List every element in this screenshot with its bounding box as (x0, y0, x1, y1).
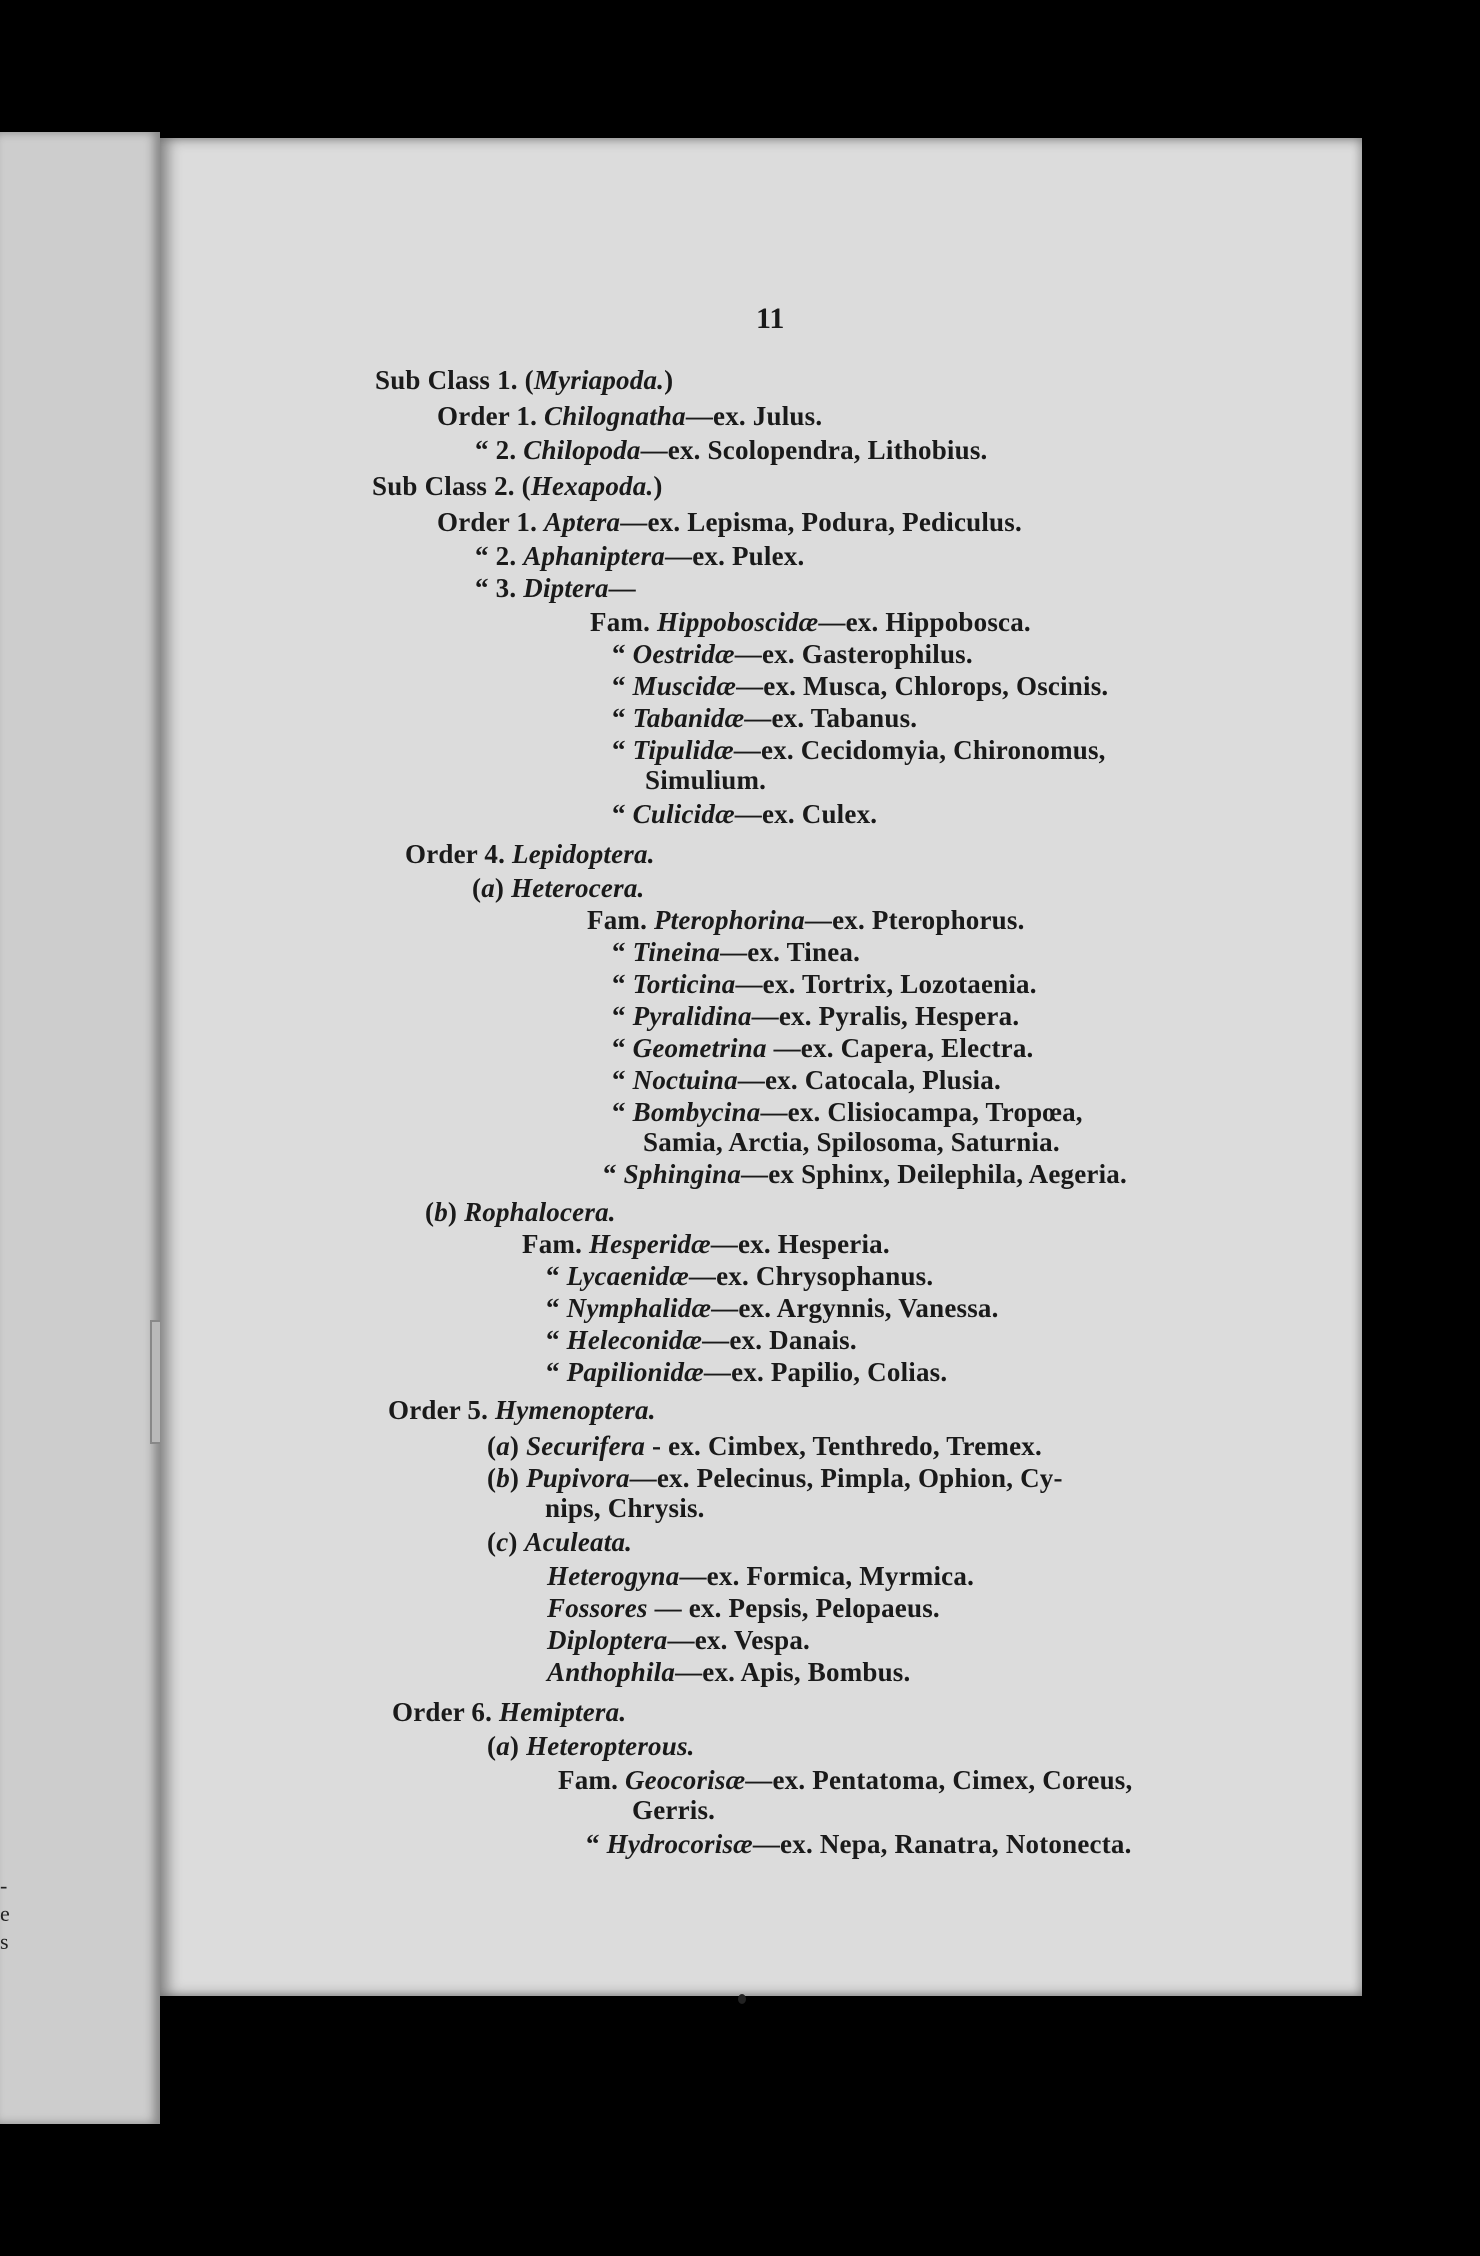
left-page-mark: e (0, 1901, 10, 1926)
text-line: Anthophila—ex. Apis, Bombus. (547, 1657, 911, 1687)
text-line: “ Culicidæ—ex. Culex. (612, 799, 878, 829)
text-line: “ 3. Diptera— (475, 573, 636, 603)
text-line: Fam. Pterophorina—ex. Pterophorus. (587, 905, 1025, 935)
text-line: “ 2. Chilopoda—ex. Scolopendra, Lithobius. (475, 435, 988, 465)
text-line: (b) Rophalocera. (425, 1197, 616, 1227)
text-line: Order 1. Chilognatha—ex. Julus. (437, 401, 823, 431)
text-line: “ 2. Aphaniptera—ex. Pulex. (475, 541, 805, 571)
text-line: “ Noctuina—ex. Catocala, Plusia. (612, 1065, 1001, 1095)
text-line: Diploptera—ex. Vespa. (547, 1625, 810, 1655)
text-line: Sub Class 2. (Hexapoda.) (372, 471, 663, 501)
page-number: 11 (756, 302, 785, 335)
text-line: (a) Heterocera. (472, 873, 645, 903)
text-line: Fam. Geocorisæ—ex. Pentatoma, Cimex, Coreus, (558, 1765, 1133, 1795)
text-line: “ Tineina—ex. Tinea. (612, 937, 861, 967)
text-line: (c) Aculeata. (487, 1527, 633, 1557)
left-page-mark: - (0, 1873, 8, 1898)
text-line: Order 6. Hemiptera. (392, 1697, 627, 1727)
text-line: “ Bombycina—ex. Clisiocampa, Tropœa, (612, 1097, 1083, 1127)
text-line: “ Pyralidina—ex. Pyralis, Hespera. (612, 1001, 1020, 1031)
ink-speck (738, 1994, 746, 2004)
text-line: Order 5. Hymenoptera. (388, 1395, 656, 1425)
left-page-edge (0, 132, 160, 2124)
text-line: “ Nymphalidæ—ex. Argynnis, Vanessa. (546, 1293, 999, 1323)
text-line: (a) Heteropterous. (487, 1731, 695, 1761)
text-line: “ Torticina—ex. Tortrix, Lozotaenia. (612, 969, 1037, 999)
text-line: “ Papilionidæ—ex. Papilio, Colias. (546, 1357, 948, 1387)
text-line: Simulium. (645, 765, 767, 795)
text-line: Sub Class 1. (Myriapoda.) (375, 365, 674, 395)
text-line: (a) Securifera - ex. Cimbex, Tenthredo, Tremex. (487, 1431, 1042, 1461)
text-line: “ Oestridæ—ex. Gasterophilus. (612, 639, 973, 669)
text-line: Fossores — ex. Pepsis, Pelopaeus. (547, 1593, 940, 1623)
left-page-mark: s (0, 1929, 9, 1954)
left-page-marks (0, 1872, 12, 1956)
text-line: “ Tabanidæ—ex. Tabanus. (612, 703, 918, 733)
book-page (160, 138, 1362, 1996)
text-line: (b) Pupivora—ex. Pelecinus, Pimpla, Ophion, Cy- (487, 1463, 1063, 1493)
text-line: “ Tipulidæ—ex. Cecidomyia, Chironomus, (612, 735, 1106, 765)
text-line: “ Lycaenidæ—ex. Chrysophanus. (546, 1261, 934, 1291)
text-line: Order 4. Lepidoptera. (405, 839, 655, 869)
text-line: Order 1. Aptera—ex. Lepisma, Podura, Pediculus. (437, 507, 1022, 537)
text-line: “ Hydrocorisæ—ex. Nepa, Ranatra, Notonecta. (586, 1829, 1132, 1859)
text-line: Heterogyna—ex. Formica, Myrmica. (547, 1561, 975, 1591)
text-line: nips, Chrysis. (545, 1493, 705, 1523)
text-line: “ Muscidæ—ex. Musca, Chlorops, Oscinis. (612, 671, 1109, 701)
text-line: Gerris. (632, 1795, 716, 1825)
text-line: Fam. Hippoboscidæ—ex. Hippobosca. (590, 607, 1031, 637)
text-line: Fam. Hesperidæ—ex. Hesperia. (522, 1229, 890, 1259)
text-line: “ Geometrina —ex. Capera, Electra. (612, 1033, 1034, 1063)
text-line: Samia, Arctia, Spilosoma, Saturnia. (643, 1127, 1060, 1157)
text-line: “ Heleconidæ—ex. Danais. (546, 1325, 857, 1355)
text-line: “ Sphingina—ex Sphinx, Deilephila, Aegeria. (603, 1159, 1127, 1189)
